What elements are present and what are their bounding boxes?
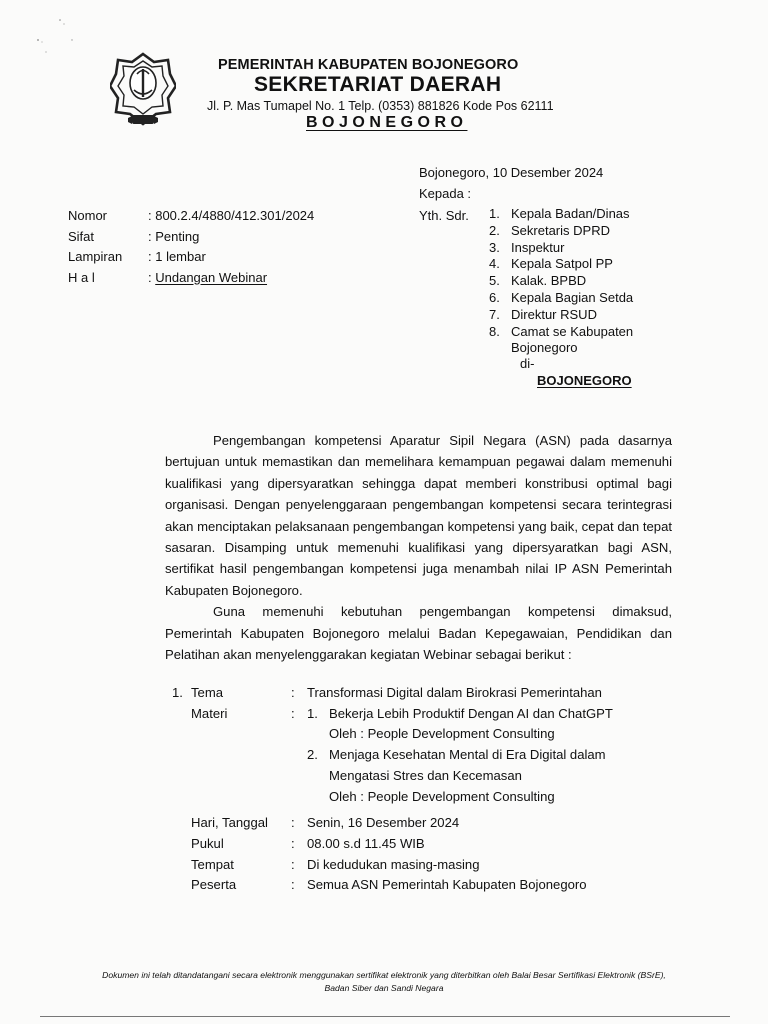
letter-body — [165, 430, 672, 665]
agenda-table — [172, 683, 613, 896]
materi-item: 1. Bekerja Lebih Produktif Dengan AI dan ChatGPT — [307, 705, 613, 721]
footer-line-1: Dokumen ini telah ditandatangani secara elektronik menggunakan sertifikat elektronik yang diterbitkan oleh Balai Besar Sertifikasi Elektronik (BSrE), — [102, 970, 666, 980]
agenda-row-tempat: Tempat : Di kedudukan masing-masing — [191, 856, 480, 872]
recipient-item: 8. Camat se Kabupaten — [489, 323, 634, 339]
letter-kepada: Kepada : — [419, 186, 472, 201]
agenda-row-tema: 1. Tema : Transformasi Digital dalam Birokrasi Pemerintahan — [172, 685, 602, 700]
recipient-item: 6. Kepala Bagian Setda — [489, 289, 634, 305]
agenda-row-pukul: Pukul : 08.00 s.d 11.45 WIB — [191, 835, 425, 851]
header-address: Jl. P. Mas Tumapel No. 1 Telp. (0353) 881826 Kode Pos 62111 — [207, 99, 554, 113]
letter-yth: Yth. Sdr. — [419, 208, 469, 223]
footer-line-2: Badan Siber dan Sandi Negara — [324, 982, 444, 993]
meta-label: Lampiran — [68, 249, 123, 264]
meta-row — [68, 208, 314, 229]
body-paragraph-1: Pengembangan kompetensi Aparatur Sipil Negara (ASN) pada dasarnya bertujuan untuk memastikan dan memelihara kemampuan pegawai dalam memenuhi kualifikasi yang dipersyaratkan sehingga dapat memberi konstribusi optimal bagi organisasi. Dengan penyelenggaraan pengembangan kompetensi secara terintegrasi akan menciptakan pelaksanaan pengembangan kompetensi yang baik, cepat dan tepat sasaran. Disamping untuk memenuhi kualifikasi yang dipersyaratkan bagi ASN, sertifikat hasil pengembangan kompetensi juga menambah nilai IP ASN Pemerintah Kabupaten Bojonegoro. — [165, 433, 672, 598]
meta-value: : Penting — [148, 228, 200, 244]
recipient-item: 1. Kepala Badan/Dinas — [489, 206, 630, 221]
recipient-item: 4. Kepala Satpol PP — [489, 256, 613, 272]
meta-row — [68, 249, 314, 270]
recipient-item: 5. Kalak. BPBD — [489, 273, 587, 289]
materi-speaker: Oleh : People Development Consulting — [329, 726, 555, 742]
meta-value: : 1 lembar — [148, 249, 206, 264]
header-office-name: SEKRETARIAT DAERAH — [254, 73, 502, 96]
materi-speaker: Oleh : People Development Consulting — [329, 788, 555, 804]
letter-date: Bojonegoro, 10 Desember 2024 — [419, 165, 604, 180]
recipient-list — [489, 206, 633, 357]
recipient-item: 7. Direktur RSUD — [489, 306, 597, 322]
recipient-item: Bojonegoro — [511, 340, 578, 356]
meta-label: Nomor — [68, 208, 108, 223]
subject-text: Undangan Webinar — [155, 269, 268, 285]
materi-item: 2. Menjaga Kesehatan Mental di Era Digital dalam — [307, 747, 606, 763]
bojonegoro-coat-of-arms-icon — [110, 52, 176, 132]
agenda-row-hari: Hari, Tanggal : Senin, 16 Desember 2024 — [191, 815, 460, 831]
header-city: BOJONEGORO — [306, 114, 468, 131]
meta-value: : 800.2.4/4880/412.301/2024 — [148, 208, 315, 223]
meta-row — [68, 270, 314, 291]
meta-row — [68, 229, 314, 250]
footer-divider — [40, 1016, 730, 1017]
agenda-row-peserta: Peserta : Semua ASN Pemerintah Kabupaten Bojonegoro — [191, 877, 587, 893]
body-paragraph-2: Guna memenuhi kebutuhan pengembangan kompetensi dimaksud, Pemerintah Kabupaten Bojonegoro melalui Badan Kepegawaian, Pendidikan dan Pelatihan akan menyelenggarakan kegiatan Webinar sebagai berikut : — [165, 604, 672, 663]
letter-di: di- — [520, 356, 535, 371]
meta-value: : Undangan Webinar — [148, 269, 268, 285]
agenda-row-materi: Materi : 1. Bekerja Lebih Produktif Dengan AI dan ChatGPT Oleh : People Development Consulting 2. Menjaga Kesehatan Mental di Era Digital dalam Mengatasi Stres dan Kecemasan Oleh : People Development Consulting — [172, 704, 613, 808]
meta-label: H a l — [68, 269, 95, 285]
scan-specks — [30, 12, 90, 57]
destination-city: BOJONEGORO — [537, 373, 632, 388]
recipient-item: 3. Inspektur — [489, 239, 565, 255]
recipient-item: 2. Sekretaris DPRD — [489, 222, 610, 238]
header-government-name: PEMERINTAH KABUPATEN BOJONEGORO — [218, 57, 519, 73]
letter-meta — [68, 208, 314, 290]
meta-label: Sifat — [68, 228, 95, 244]
esign-footer — [40, 969, 728, 994]
